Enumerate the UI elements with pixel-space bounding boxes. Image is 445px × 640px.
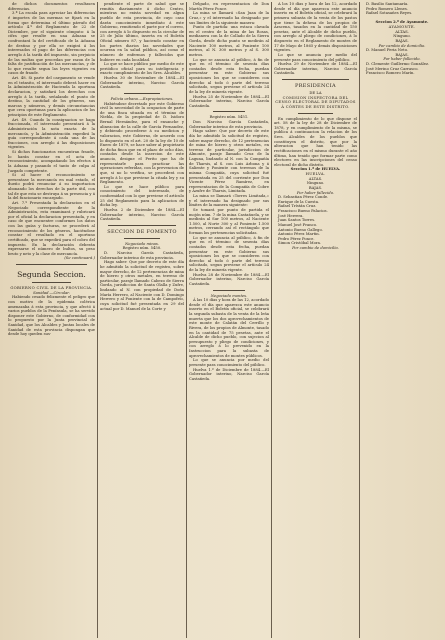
column-1 — [6, 2, 98, 638]
locality-name: HUELVA. — [305, 172, 326, 176]
list-item: D. Clemente Guillermo González. — [366, 62, 430, 67]
date-signature: Huelva 28 de Noviembre de 1884.—El Gobernador interino, Narciso García Castañeda. — [189, 272, 269, 286]
list-heading: BAJAS. — [395, 38, 409, 43]
list-item: Francisco Romero Marín. — [366, 71, 415, 76]
subsection-title: Negociado minas. — [124, 241, 160, 246]
section-subheading: COMISION INSPECTORA DEL CENSO ELECTORAL DE DIPUTADOS Á CÓRTES DE ESTE DISTRITO. — [275, 95, 356, 109]
list-item: Juan Santos Torres. — [278, 218, 316, 223]
divider — [213, 111, 245, 112]
section-heading: SECCION DE FOMENTO — [107, 228, 177, 235]
divider — [282, 79, 349, 80]
column-5 — [360, 2, 444, 638]
list-item: Francisco Bueno Palacios. — [278, 209, 328, 213]
paragraph: Á las 10 días y hora de las 12, acordado desde el día que aparezca este anuncio inserto en el Boletín oficial, se celebrará la segunda subasta de la venta de la leña muerta que los dos aprovechamientos de este monte de Calatán del Cerrillo y Rivera, de los propios de Almonte, tasado en la cantidad de 75 pesetas, ante el Alcalde de dicho pueblo, con sujecion al presupuesto y pliego de condiciones, y con arreglo á lo prevenido en la Instruccion para la subasta de aprovechamientos de montes públicos. — [189, 298, 269, 358]
list-item: Enrique de la Cuesta. — [278, 199, 320, 204]
paragraph: Lo que se anuncia al público, á fin de que en el término de sesenta días contados desde esta fecha, puedan presentar en este Gobierno sus oposiciones los que se consideren con derecho al todo ó parte del terreno solicitado, segun previene el artículo 24 de la ley de minería vigente. — [189, 235, 269, 272]
district-section-heading: Seccion 1.ª de HUELVA. — [290, 166, 341, 172]
date-signature: Huelva 1.º de Diciembre de 1884.—El Gobernador interino, Narciso García Castañeda. — [189, 367, 269, 381]
divider — [213, 290, 245, 291]
list-item: Simon Cristóbal Mora. — [278, 241, 322, 246]
paragraph: Art. 48. Si parte del cargamento se vende en el tránsito, el interesado deberá hacer en la Administración de Hacienda la oportuna declaracion, y satisfará los derechos con arreglo á la tarifa, señalando el punto de destino, la cantidad de los géneros, sus marcas y números, y demás circunstancias que crea oportunas para la aplicacion de los principios de este Reglamento. — [8, 76, 95, 117]
list-item: Ninguno. — [306, 181, 325, 186]
date-signature: Huelva 30 de Noviembre de 1884.—El Gobernador interino, Narciso García Castañeda. — [100, 76, 184, 90]
list-item: Pedro Pérez Ponce. — [278, 236, 315, 241]
paragraph: En cumplimiento de lo que dispone el art. 58 de la ley de 28 de Diciembre de 1878, y en cumplimiento de la misma, se publica á continuacion la relacion de los Sres. Alcaldes de los pueblos que constituyen el distrito, que por la alteracion que han tenido las rectificaciones en el mismo durante el año último, han tenido que formar parte como electores en las inscripciones del censo electoral de dicho distrito. — [274, 116, 357, 167]
list-subheading: Por haber fallecido. — [296, 190, 335, 195]
section-heading: Segunda Seccion. — [17, 270, 86, 279]
list-item: D. Sebastian Pérez Conde. — [278, 195, 329, 200]
list-item: Rafael Sotasañes Reyes. — [366, 11, 413, 16]
divider — [32, 282, 71, 283]
list-item: Antonio Pérez Martin. — [278, 232, 320, 237]
paragraph: Lo que se hace público por medio de este periódico oficial para su inteligencia y exacto cumplimiento de los Sres. Alcaldes. — [100, 62, 184, 76]
paragraph: Hago saber: Que por decreto de este día he admitido la solicitud de registro, sobre mayor derecho, de 12 pertenencias de mina de hierro y otros metales, en terreno de particular, paraje llamado Cabezo de Sierra Gorda, jurisdiccion de Santa Olalla y Zufre, lindando al N. con propiedad de Doña María Herrero, al Naciente con D. Domingo Herrero y al Poniente con la de Campofrío, cuya solicitud fué presentada en 29 del actual por D. Manuel de la Corte y — [100, 260, 184, 311]
paragraph: Don Narciso García Castañeda, Gobernador interino de esta provincia. — [189, 120, 269, 129]
list-item: José Merino Cruz Carrasco. — [366, 66, 419, 71]
column-3 — [187, 2, 272, 638]
registry-number: Registro núm. 5450. — [122, 246, 162, 251]
paragraph: Lo que se anuncia por medio del presente para conocimiento del público. — [274, 52, 357, 62]
paragraph: de dichos documentos resultasen diferencias. — [8, 2, 95, 11]
paragraph: La mina se llamará «San Juan de la Cruz,» y el interesado ha designado por sus límites de la siguiente manera: — [189, 11, 269, 25]
list-subheading: Por haber fallecido. — [383, 57, 421, 62]
subsection-title: Negociado montes. — [210, 293, 248, 298]
list-item: D. Manuel Feria Neto. — [366, 48, 409, 53]
list-item: D. Basilio Santamaría. — [366, 2, 409, 6]
divider — [124, 93, 160, 94]
paragraph: Habiendo cesado felizmente el peligro que con motivo de la epidemia colérica amenazaba á esta provincia, y que afectó á varios pueblos de la Península, se ha servido disponer este Gobierno, de conformidad con lo propuesto por la Junta provincial de Sanidad, que los Alcaldes y Juntas locales de Sanidad de esta provincia dispongan que desde hoy queden sus- — [8, 295, 95, 337]
date-signature: Huelva 2 de Diciembre de 1884.—El Gobernador interino, Narciso García Castañeda. — [100, 207, 184, 222]
subsection-title: Policía urbana.—Expropiaciones. — [110, 96, 174, 101]
list-subheading: Por cambio de domicilio. — [378, 43, 426, 48]
subsection-title: Sanidad.—Circular. — [33, 290, 70, 295]
paragraph: Art. 7.º Presentada la declaracion en el Negociado correspondiente de la Administración, esta examinará y rubricará por el oficial la declaracion presentada, y en caso de que encuentre conformes los datos con las guías y facturas, se procederá al reconocimiento de los géneros, haciéndose constar el resultado en el oportuno certificado, que se expedirá para el cobro del impuesto. En la declaración deberán expresarse el número de bultos, su peso bruto y neto y la clase de mercancía. — [8, 200, 95, 256]
divider — [298, 113, 333, 114]
heading-connector: DE LA — [309, 91, 322, 95]
paragraph: Lo que se anuncia al público, á fin de que en el término de sesenta días contados desde esta fecha, puedan presentar en este Gobierno sus oposiciones los que se consideren con derecho al todo ó parte del terreno solicitado, segun previene el artículo 24 de la ley de minería vigente. — [189, 57, 269, 94]
paragraph: Punto de partida: una estaca clavada en el centro de la mina de las Rosas, medianera con la de Collado de la Sierra Gorda, desde dicho punto se medirán al Naciente 100 metros, al Poniente 100 metros, al N. 300 metros y al S. 300 metros. — [189, 25, 269, 57]
list-heading: BAJAS. — [395, 52, 409, 57]
list-item: Pedro Romero Llenes. — [366, 6, 408, 11]
section-heading: PRESIDENCIA — [295, 83, 336, 89]
continuation-note: (Se continuará.) — [64, 256, 95, 261]
list-item: Manuel José Franco. — [278, 222, 318, 227]
list-subheading: Por cambio de domicilio. — [292, 246, 339, 250]
paragraph: D. Narciso García Castañeda, Gobernador interino de esta provincia. — [100, 251, 184, 260]
divider — [16, 264, 87, 265]
list-heading: BAJAS. — [308, 185, 323, 190]
district-section-heading: Seccion 2.ª de Ayamonte. — [375, 19, 429, 25]
locality-name: AYAMONTE. — [388, 25, 416, 30]
paragraph: Art. 49. Cuando la consignacion se haga fraccionada, el interesado presentará á la Administración la nota exacta de la mercancía, y la Administración expedirá la guía correspondiente á cada una de las fracciones, con arreglo á las disposiciones vigentes. — [8, 117, 95, 150]
paragraph: Se tomará por punto de partida el mojón núm. 7 de la mina Castañuela, y se medirán al Sur 100 metros, al Naciente 1.500, al Norte 300 y al Poniente 1.500 metros, cerrando así el rectángulo que forman los pertenencias solicitadas. — [189, 207, 269, 235]
list-item: Ninguno. — [393, 34, 411, 39]
paragraph: Hago saber: Que por decreto de este día he admitido la solicitud de registro, sobre mayor derecho, de 12 pertenencias de mina de hierro y otros metales, en terreno de particular, jurisdiccion de Almonte, paraje llamado Cruz de la Laguna, lindando al N. con la Compañía de Tharsis, al S. con Luis Arbona y á Saliente y Poniente con terrenos de la misma Compañía, cuya solicitud fué presentada en 25 del corriente por Don Vicente Pérez Ramírez, en representacion de la Compañía de Cobre y Azufre de Tharsis, Limitada. — [189, 129, 269, 194]
paragraph: Delgado, en representacion de Don Martín Pérez Ponce. — [189, 2, 269, 11]
paragraph: Si al hacer el reconocimiento se presentase la mercancía en mal estado, el dueño podrá renunciar á su importacion abonando los derechos de la parte útil, con tal de que esta se destruya á su presencia y á la del funcionario encargado. — [8, 173, 95, 201]
list-item: Antonio Bueno Gallego. — [278, 227, 323, 232]
paragraph: Lo que se anuncia por medio del presente para conocimiento del público. — [189, 358, 269, 367]
paragraph: Habiéndose decretado por este Gobierno civil la necesidad de la ocupacion de parte de una finca situada en el término de Niebla, de la propiedad de D. Isidoro Bernal Hernández, para el ensanche y alineacion de la calle de García Fernandez, y debiendo procederse á su medicion y valoracion, este Gobierno, de acuerdo con lo dispuesto en el art. 20 de la ley de 10 de Enero de 1879, se hace saber al propietario de dicha finca que en el plazo de ocho días, contados desde la insercion de este anuncio, designe el Perito que ha de representarle para practicar las operaciones referidas, con la prevencion de que, si no lo verifica, se procederá con arreglo á lo que previene la citada ley y su Reglamento. — [100, 101, 184, 185]
date-signature: Huelva 29 de Noviembre de 1884.—El Gobernador interino, Narciso García Castañeda. — [274, 62, 357, 76]
column-2 — [98, 2, 187, 638]
paragraph: Á los 10 días y hora de las 12, acordado desde el día que aparezca este anuncio inserto en el Boletín oficial, se celebrará la primera subasta de la venta de los pastos que tiene la dehesa de los propios de Aracena, tasados en la cantidad de 150 pesetas, ante el Alcalde de dicho pueblo, con arreglo al pliego de condiciones, á lo dispuesto en el Reglamento de montes de 17 de Mayo de 1865 y demás disposiciones vigentes. — [274, 2, 357, 53]
registry-number: Registro núm. 5451. — [209, 115, 249, 120]
list-item: José Herrera. — [278, 213, 304, 218]
paragraph: pendiente el parte de salud que se remitía diariamente á dicho Centro, mientras no exista novedad en algun pueblo de esta provincia, de cuyo caso darán conocimiento inmediato á este Gobierno, remitiendo el parte por el correo, con arreglo á lo dispuesto en la circular de 25 de Julio último, inserta en el Boletín Oficial número 87, y haciendo constar en los partes diarios las novedades que ocurran en la salud pública, así como el número de enfermos y fallecidos que hubiere en cada localidad. — [100, 2, 184, 62]
paragraph: 3.ª La escala para apreciar las diferencias é importes de las mermas se fijará en la forma que determina el último párrafo del artículo 4.º del Reglamento de 22 de Diciembre, por el siguiente cómputo: á la cifra que resulte en una Aduana se confrontará la del certificado de la Aduana de destino y por ella se exigirá á los interesados el pago de las diferencias con arreglo á la tarifa del impuesto, sin perjuicio de las multas que procedan por razon de la falta de justificación de las mercancías, y de lo que resulte segun las leyes vigentes en casos de fraude. — [8, 11, 95, 76]
list-item: Rafael Trístán Cruz. — [278, 204, 317, 209]
paragraph: Lo que se hace público para conocimiento del interesado, de conformidad con lo que previene el artículo 25 del Reglamento para la aplicacion de dicha ley. — [100, 184, 184, 208]
column-4 — [272, 2, 360, 638]
divider — [108, 225, 176, 226]
list-heading: ALTAS. — [308, 176, 323, 181]
paragraph: Si dichos funcionarios encuentran fraude, lo harán constar en el acta de reconocimiento, acompañando los efectos á la Aduana y pasando el tanto de culpa al Juzgado competente. — [8, 150, 95, 173]
list-heading: ALTAS. — [395, 29, 409, 34]
date-signature: Huelva 25 de Noviembre de 1884.—El Gobernador interino, Narciso García Castañeda. — [189, 94, 269, 108]
subsection-heading: GOBIERNO CIVIL DE LA PROVINCIA. — [10, 286, 93, 290]
divider — [124, 238, 160, 239]
paragraph: La mina se llamará «Torres Limitada,» y el interesado ha designado por sus límites de la manera siguiente: — [189, 194, 269, 208]
